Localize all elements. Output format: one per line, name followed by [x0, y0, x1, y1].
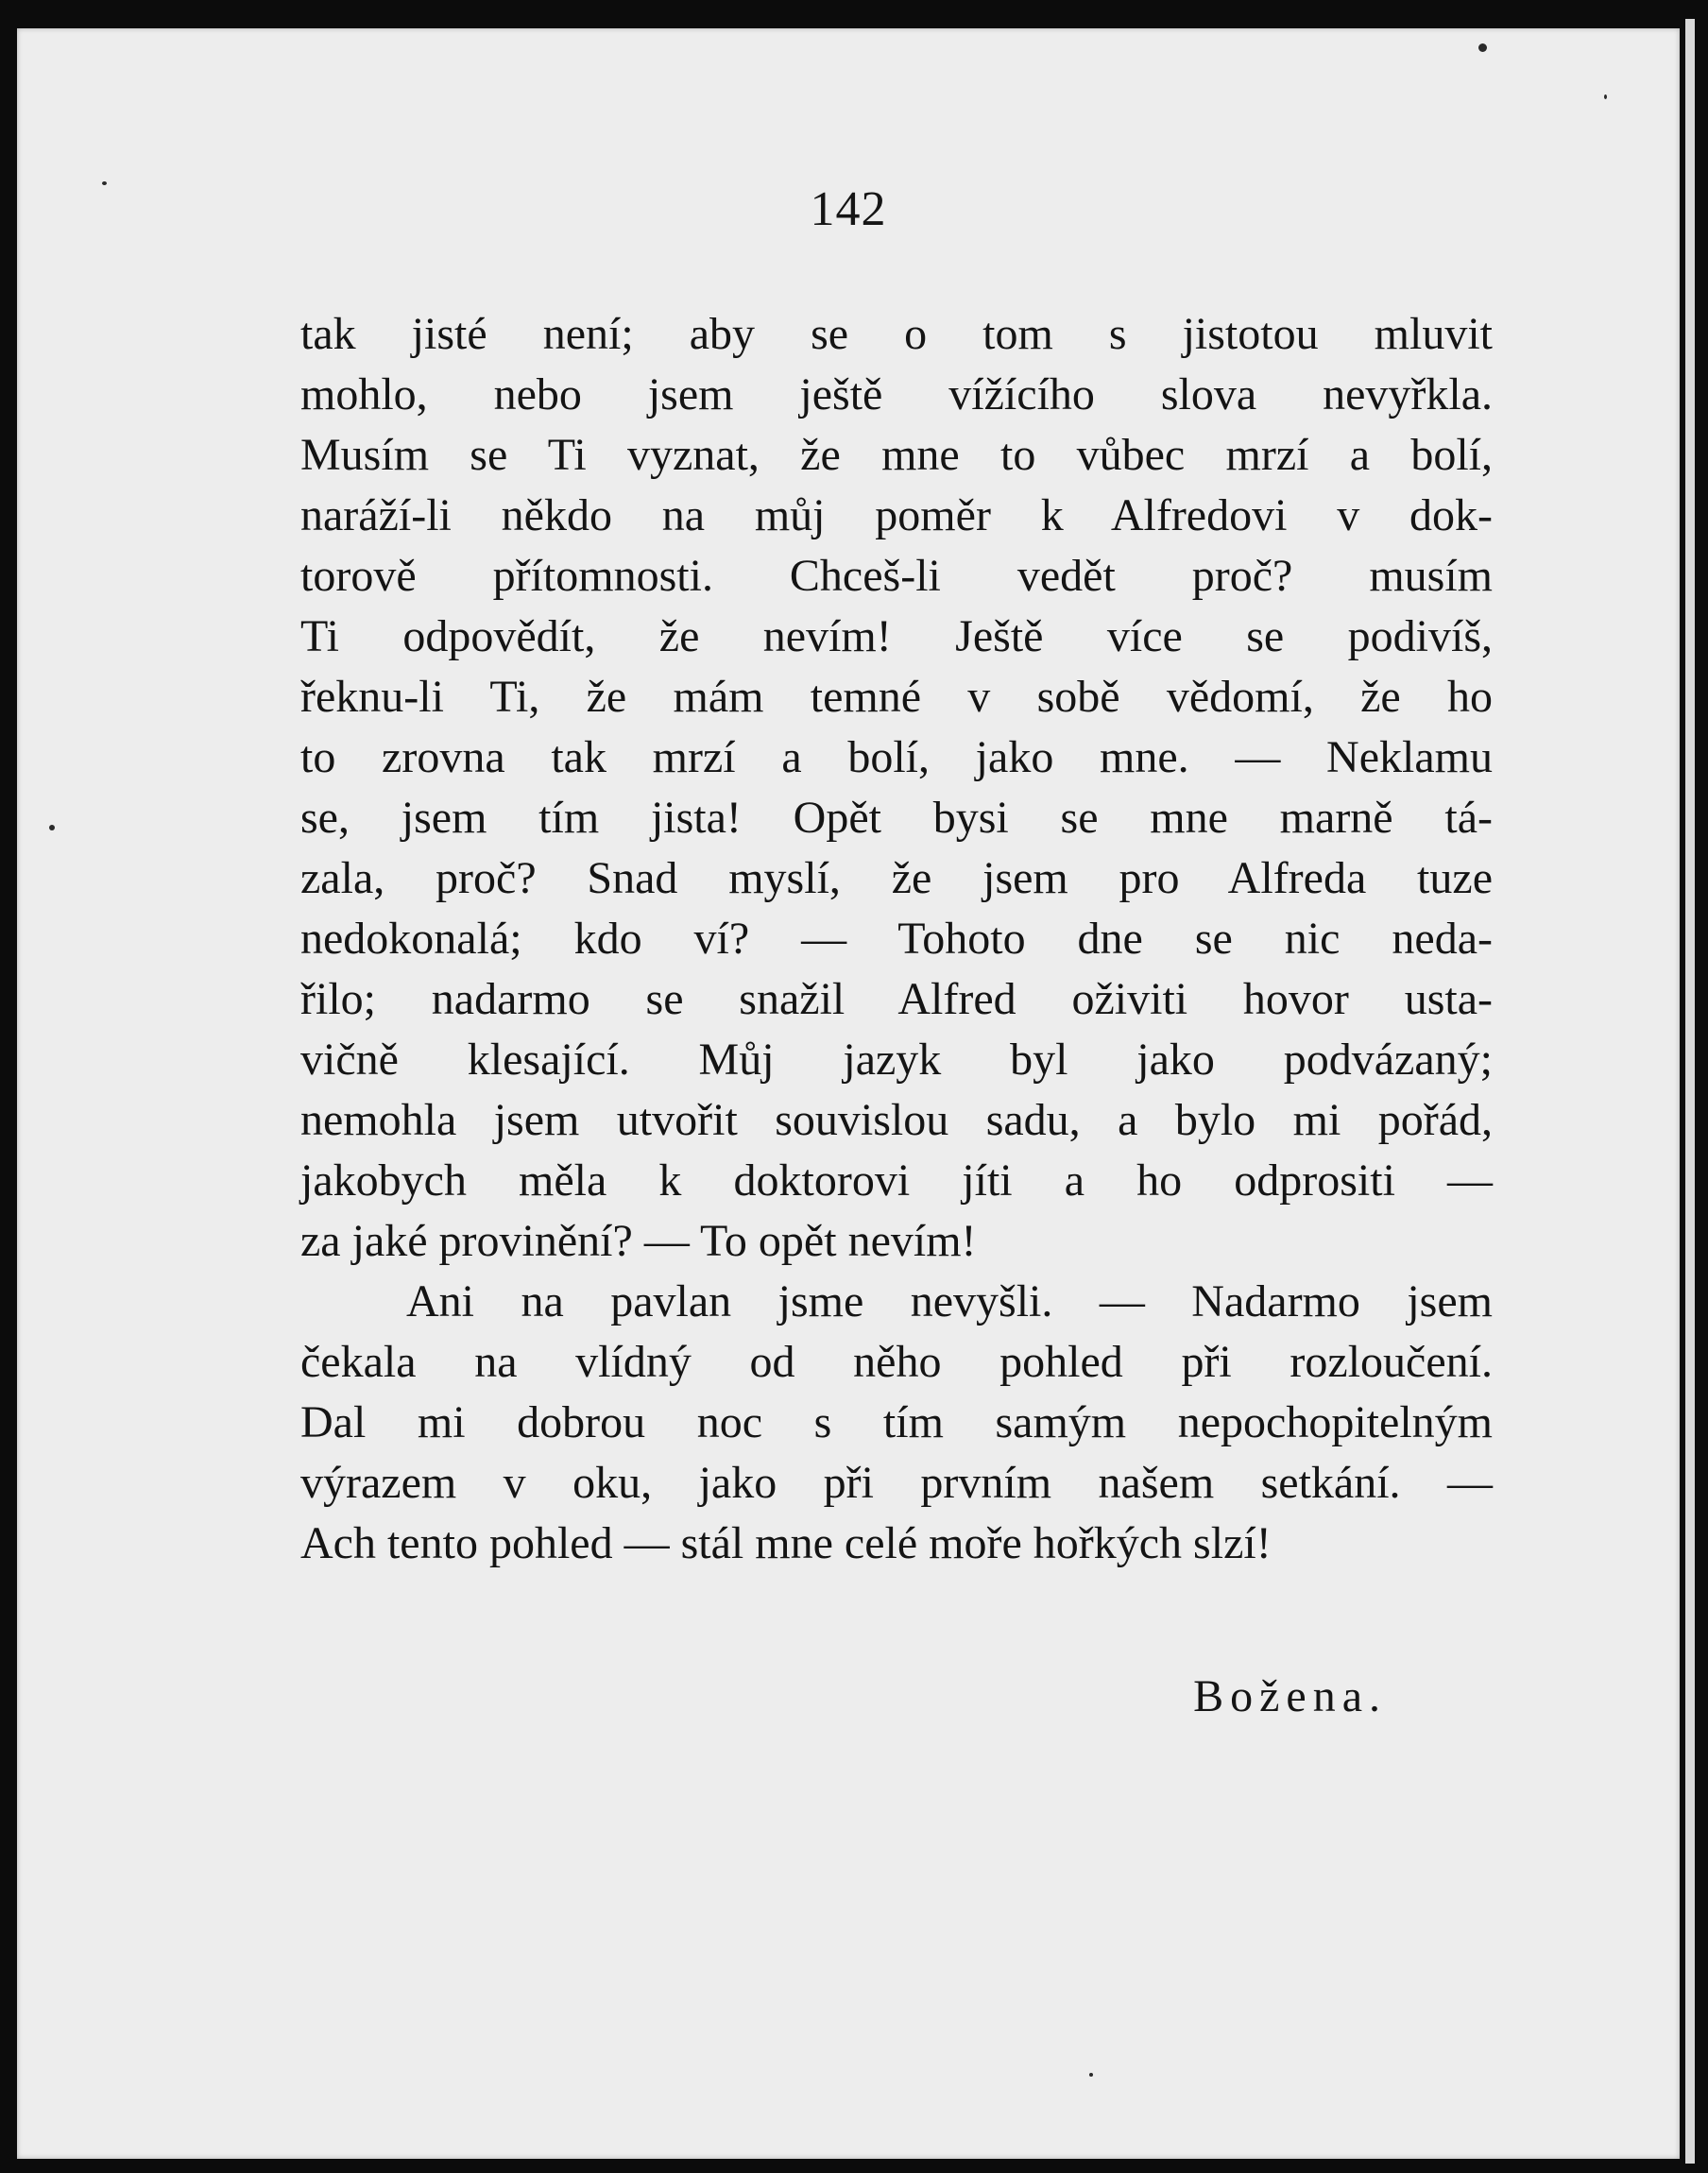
speck-mark: [1089, 2073, 1093, 2077]
signature: Božena.: [1193, 1671, 1387, 1721]
scan-edge: [1680, 0, 1708, 2173]
text-line: Ach tento pohled — stál mne celé moře hořkých slzí!: [300, 1518, 1272, 1568]
text-line: mohlo, nebo jsem ještě vížícího slova nevyřkla.: [300, 369, 1493, 419]
page-number: 142: [810, 182, 887, 236]
text-line: Ani na pavlan jsme nevyšli. — Nadarmo jsem: [406, 1276, 1493, 1326]
text-line: to zrovna tak mrzí a bolí, jako mne. — Neklamu: [300, 732, 1493, 782]
text-line: nedokonalá; kdo ví? — Tohoto dne se nic neda-: [300, 914, 1493, 964]
speck-mark: [1604, 94, 1607, 99]
text-line: řeknu-li Ti, že mám temné v sobě vědomí, že ho: [300, 672, 1493, 722]
text-line: čekala na vlídný od něho pohled při rozloučení.: [300, 1337, 1493, 1387]
book-page: [17, 28, 1680, 2159]
text-line: nemohla jsem utvořit souvislou sadu, a bylo mi pořád,: [300, 1095, 1493, 1145]
body-text: [300, 304, 1493, 1574]
speck-mark: [102, 181, 107, 185]
adjacent-page-edge: [1685, 19, 1695, 2164]
text-line: za jaké provinění? — To opět nevím!: [300, 1216, 977, 1266]
text-line: vičně klesající. Můj jazyk byl jako podvázaný;: [300, 1035, 1493, 1085]
text-line: Dal mi dobrou noc s tím samým nepochopitelným: [300, 1397, 1493, 1447]
text-line: jakobych měla k doktorovi jíti a ho odprositi —: [300, 1155, 1493, 1206]
text-line: zala, proč? Snad myslí, že jsem pro Alfreda tuze: [300, 853, 1493, 903]
speck-mark: [1478, 43, 1487, 52]
text-line: torově přítomnosti. Chceš-li vedět proč? musím: [300, 551, 1493, 601]
text-line: Musím se Ti vyznat, že mne to vůbec mrzí a bolí,: [300, 430, 1493, 480]
text-line: tak jisté není; aby se o tom s jistotou mluvit: [300, 309, 1493, 359]
text-line: výrazem v oku, jako při prvním našem setkání. —: [300, 1458, 1493, 1508]
text-line: řilo; nadarmo se snažil Alfred oživiti hovor usta-: [300, 974, 1493, 1024]
text-line: se, jsem tím jista! Opět bysi se mne marně tá-: [300, 793, 1493, 843]
text-line: naráží-li někdo na můj poměr k Alfredovi v dok-: [300, 490, 1493, 540]
text-line: Ti odpovědít, že nevím! Ještě více se podivíš,: [300, 611, 1493, 661]
speck-mark: [49, 825, 55, 830]
